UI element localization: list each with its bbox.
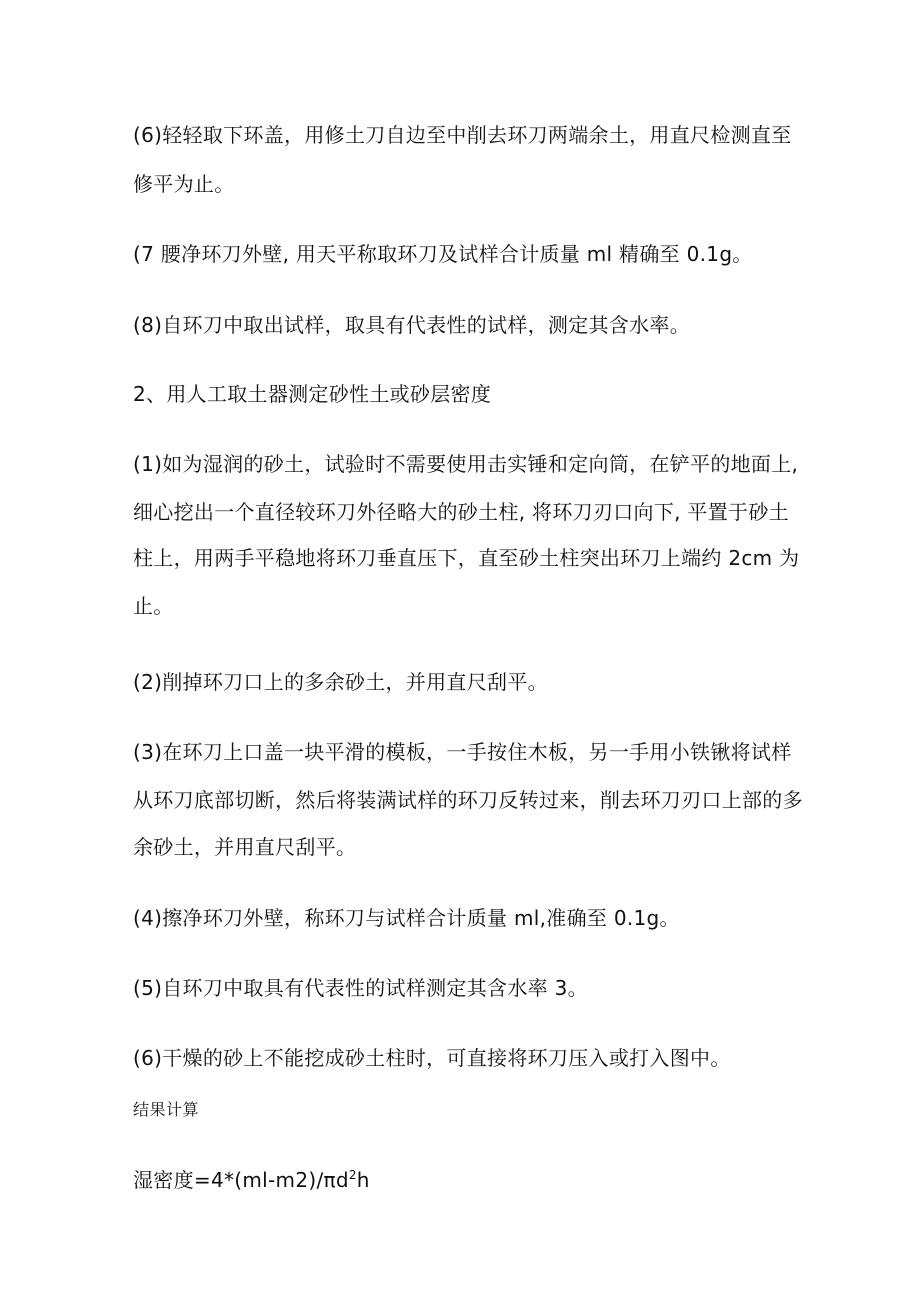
paragraph-line: (8)自环刀中取出试样，取具有代表性的试样，测定其含水率。 [133, 313, 691, 337]
results-heading: 结果计算 [133, 1100, 200, 1119]
paragraph-line: 余砂土，并用直尺刮平。 [133, 835, 357, 859]
paragraph-line: (6)轻轻取下环盖，用修土刀自边至中削去环刀两端余土，用直尺检测直至 [133, 123, 792, 147]
paragraph-line: (7 腰净环刀外壁, 用天平称取环刀及试样合计质量 ml 精确至 0.1g。 [133, 242, 753, 266]
density-formula [133, 1166, 370, 1194]
paragraph-line: 细心挖出一个直径较环刀外径略大的砂土柱, 将环刀刃口向下, 平置于砂土 [133, 500, 789, 524]
paragraph-line: (5)自环刀中取具有代表性的试样测定其含水率 3。 [133, 976, 588, 1000]
paragraph-line: (3)在环刀上口盖一块平滑的模板，一手按住木板，另一手用小铁锹将试样 [133, 740, 792, 764]
paragraph-line: 止。 [133, 594, 174, 618]
paragraph-line: (6)干燥的砂上不能挖成砂土柱时，可直接将环刀压入或打入图中。 [133, 1046, 731, 1070]
paragraph-line: 从环刀底部切断，然后将装满试样的环刀反转过来，削去环刀刃口上部的多 [133, 788, 803, 812]
paragraph-line: (2)削掉环刀口上的多余砂土，并用直尺刮平。 [133, 670, 548, 694]
paragraph-line: 柱上，用两手平稳地将环刀垂直压下，直至砂土柱突出环刀上端约 2cm 为 [133, 546, 800, 570]
paragraph-line: (4)擦净环刀外壁，称环刀与试样合计质量 ml,准确至 0.1g。 [133, 906, 680, 930]
formula-exponent: 2 [348, 1168, 357, 1182]
paragraph-line: (1)如为湿润的砂土，试验时不需要使用击实锤和定向筒，在铲平的地面上, [133, 452, 799, 476]
formula-tail: h [356, 1168, 370, 1192]
paragraph-line: 修平为止。 [133, 172, 235, 196]
section-heading-line: 2、用人工取土器测定砂性土或砂层密度 [133, 382, 492, 406]
formula-main: 湿密度=4*(ml-m2)∕πd [133, 1168, 349, 1192]
